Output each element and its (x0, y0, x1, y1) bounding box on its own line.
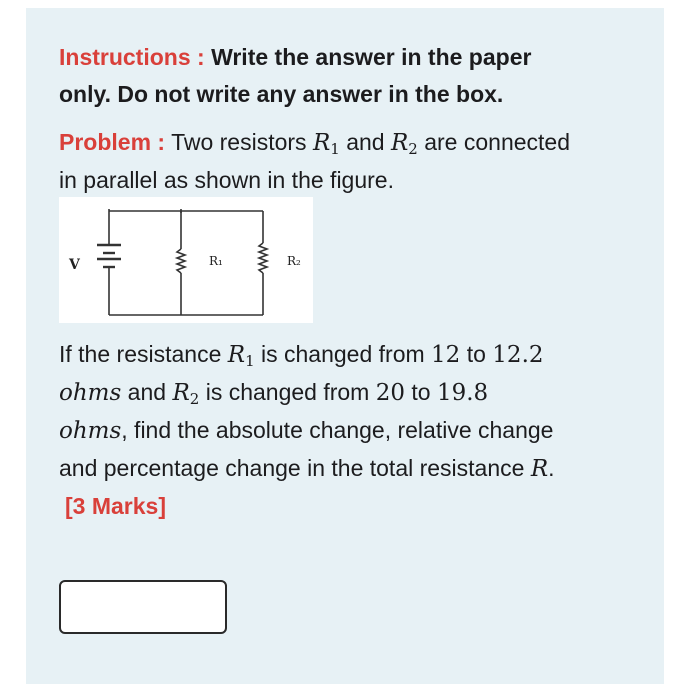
question-text-segment: , find the absolute change, relative change (121, 417, 554, 443)
problem-text: Two resistors (171, 129, 307, 155)
instructions-text-2: only. Do not write any answer in the box. (59, 81, 504, 107)
question-text-segment: and percentage change in the total resistance (59, 455, 525, 481)
question-text-segment: to (411, 379, 431, 405)
source-label: V (69, 257, 80, 273)
symbol-r1: $R_1$ (227, 342, 255, 370)
value-r1-new: 12.2 (492, 342, 544, 368)
symbol-r2: $R_2$ (172, 380, 200, 408)
unit-ohms: ohms (59, 418, 122, 444)
question-text-segment: If the resistance (59, 341, 222, 367)
instructions-text-1: Write the answer in the paper (211, 44, 532, 70)
question-text-segment: and (127, 379, 167, 405)
question-card (26, 8, 664, 684)
question-text-segment: is changed from (261, 341, 425, 367)
problem-text: and (346, 129, 385, 155)
answer-input[interactable] (59, 580, 227, 634)
question-text-segment: to (466, 341, 486, 367)
problem-statement (59, 124, 570, 199)
instructions (59, 39, 531, 113)
symbol-r2: $R_2$ (390, 130, 418, 158)
value-r2-new: 19.8 (436, 380, 489, 406)
punctuation: . (548, 455, 555, 481)
r2-label: R₂ (287, 254, 301, 268)
problem-text: are connected (424, 129, 571, 155)
r1-label: R₁ (209, 254, 223, 268)
question-text (59, 336, 555, 525)
marks-badge: [3 Marks] (65, 493, 166, 519)
symbol-r1: $R_1$ (312, 130, 340, 158)
value-r2-old: 20 (375, 380, 406, 406)
instructions-label: Instructions : (59, 44, 205, 70)
value-r1-old: 12 (431, 342, 461, 368)
problem-text-2: in parallel as shown in the figure. (59, 167, 394, 193)
question-text-segment: is changed from (205, 379, 370, 405)
problem-label: Problem : (59, 129, 166, 155)
unit-ohms: ohms (59, 380, 122, 406)
circuit-diagram (59, 197, 313, 323)
symbol-r-total: R (530, 456, 549, 482)
